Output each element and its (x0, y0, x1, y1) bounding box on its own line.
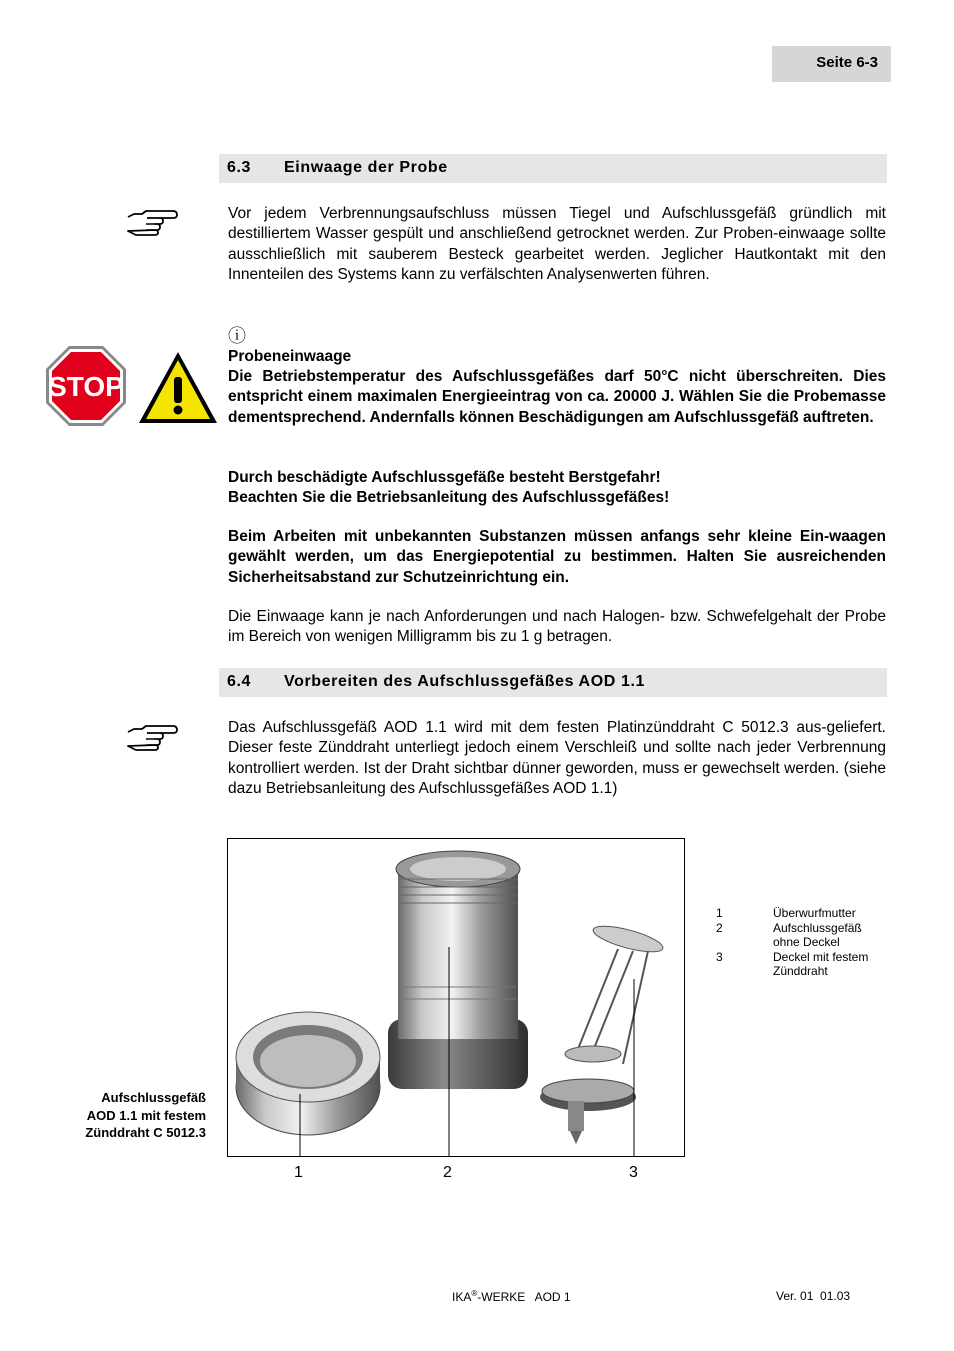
warning-text: Die Betriebstemperatur des Aufschlussgefäßes darf 50°C nicht überschreiten. Dies entspricht einem maximalen Energieeintrag von ca. 20000 J. Wählen Sie die Probemasse dementsprechend. Andernfalls können Beschädigungen am Aufschlussgefäß auftreten. (228, 368, 886, 426)
section-heading-6-4 (219, 668, 887, 697)
section-6-4-paragraph: Das Aufschlussgefäß AOD 1.1 wird mit dem festen Platinzünddraht C 5012.3 aus-geliefert. Dieser feste Zünddraht unterliegt jedoch einem Verschleiß und sollte nach jeder Verbrennung kontrolliert werden. Ist der Draht sichtbar dünner geworden, muss er gewechselt werden. (siehe dazu Betriebsanleitung des Aufschlussgefäßes AOD 1.1) (228, 719, 886, 797)
warning-title: Probeneinwaage (228, 348, 352, 365)
intro-paragraph: Vor jedem Verbrennungsaufschluss müssen Tiegel und Aufschlussgefäß gründlich mit destilliertem Wasser gespült und anschließend getrocknet werden. Zur Proben-einwaage sollte ausschließlich mit sauberem Besteck gearbeitet werden. Jeglicher Hautkontakt mit den Innenteilen des Systems kann zu verfälschten Analysenwerten führen. (228, 205, 886, 283)
figure-label-3: 3 (629, 1164, 638, 1181)
page-number: Seite 6-3 (816, 54, 878, 71)
union-nut-part (236, 1012, 380, 1135)
figure-caption: Aufschlussgefäß AOD 1.1 mit festem Zünddraht C 5012.3 (85, 1090, 206, 1140)
section-number: 6.3 (227, 159, 252, 176)
lid-with-ignition-wire-part (540, 921, 665, 1144)
burst-warning-line1: Durch beschädigte Aufschlussgefäße besteht Berstgefahr! (228, 469, 661, 486)
warning-triangle-icon (137, 350, 219, 431)
burst-warning-line2: Beachten Sie die Betriebsanleitung des Aufschlussgefäßes! (228, 489, 670, 506)
section-title: Einwaage der Probe (284, 159, 448, 176)
figure-label-2: 2 (443, 1164, 452, 1181)
unknown-substances-warning: Beim Arbeiten mit unbekannten Substanzen müssen anfangs sehr kleine Ein-waagen gewählt werden, um das Energiepotential zu bestimmen. Halten Sie ausreichenden Sicherheitsabstand zur Schutzeinrichtung ein. (228, 528, 886, 586)
stop-sign-label: STOP (48, 371, 124, 402)
footer-version: Ver. 01 01.03 (776, 1289, 851, 1303)
figure-label-1: 1 (294, 1164, 303, 1181)
figure-legend: 1 Überwurfmutter 2 Aufschlussgefäß ohne Deckel 3 Deckel mit festem Zünddraht (716, 906, 869, 978)
section-number: 6.4 (227, 673, 252, 690)
vessel-part (388, 851, 528, 1089)
page-number-badge (772, 46, 891, 82)
section-title: Vorbereiten des Aufschlussgefäßes AOD 1.1 (284, 673, 645, 690)
product-photo-aod-1-1 (227, 838, 685, 1157)
stop-sign-icon (45, 345, 127, 432)
info-icon: ⓘ (228, 326, 246, 346)
footer-brand: IKA®-WERKE AOD 1 (452, 1289, 571, 1304)
weight-range-paragraph: Die Einwaage kann je nach Anforderungen und nach Halogen- bzw. Schwefelgehalt der Probe im Bereich von wenigen Milligramm bis zu 1 g betragen. (228, 608, 886, 646)
pointing-hand-icon (126, 723, 178, 756)
section-heading-6-3 (219, 154, 887, 183)
pointing-hand-icon (126, 208, 178, 241)
